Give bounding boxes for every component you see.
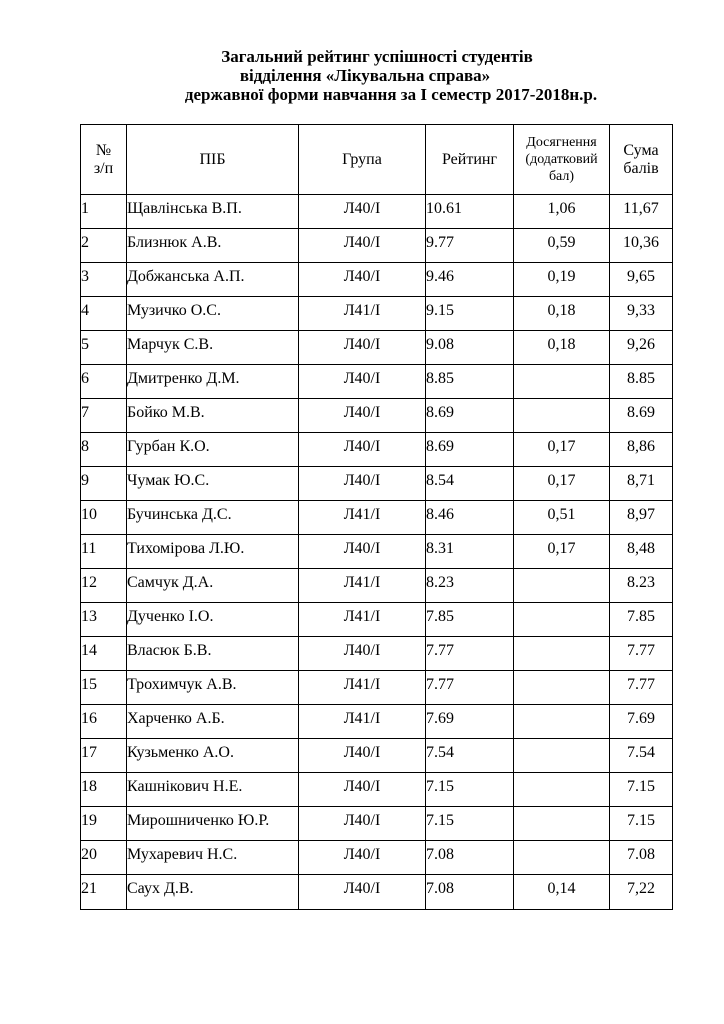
cell-group: Л41/І [299, 297, 426, 331]
cell-name: Дмитренко Д.М. [127, 365, 299, 399]
table-row [81, 875, 673, 910]
cell-name: Самчук Д.А. [127, 569, 299, 603]
cell-group: Л40/І [299, 807, 426, 841]
table-row [81, 399, 673, 433]
cell-sum: 7.69 [610, 705, 673, 739]
cell-name: Щавлінська В.П. [127, 195, 299, 229]
cell-rating: 8.54 [426, 467, 514, 501]
header-sum [610, 125, 673, 195]
table-row [81, 195, 673, 229]
cell-name: Тихомірова Л.Ю. [127, 535, 299, 569]
cell-sum: 8,71 [610, 467, 673, 501]
cell-number: 8 [81, 433, 127, 467]
cell-number: 10 [81, 501, 127, 535]
table-header-row [81, 125, 673, 195]
header-number [81, 125, 127, 195]
cell-name: Музичко О.С. [127, 297, 299, 331]
cell-number: 9 [81, 467, 127, 501]
cell-achievement [514, 739, 610, 773]
cell-number: 15 [81, 671, 127, 705]
cell-sum: 7.85 [610, 603, 673, 637]
cell-sum: 8,86 [610, 433, 673, 467]
table-row [81, 331, 673, 365]
cell-name: Кузьменко А.О. [127, 739, 299, 773]
cell-number: 14 [81, 637, 127, 671]
header-number-line-2: з/п [93, 159, 114, 177]
page-title [0, 47, 724, 104]
cell-name: Близнюк А.В. [127, 229, 299, 263]
cell-name: Марчук С.В. [127, 331, 299, 365]
cell-rating: 8.69 [426, 399, 514, 433]
cell-name: Бойко М.В. [127, 399, 299, 433]
table-row [81, 229, 673, 263]
cell-rating: 8.46 [426, 501, 514, 535]
cell-achievement: 0,51 [514, 501, 610, 535]
cell-number: 20 [81, 841, 127, 875]
cell-sum: 9,33 [610, 297, 673, 331]
cell-group: Л40/І [299, 263, 426, 297]
cell-name: Кашнікович Н.Е. [127, 773, 299, 807]
cell-number: 3 [81, 263, 127, 297]
cell-number: 12 [81, 569, 127, 603]
cell-achievement [514, 569, 610, 603]
table-row [81, 671, 673, 705]
cell-group: Л40/І [299, 739, 426, 773]
cell-group: Л41/І [299, 671, 426, 705]
cell-name: Бучинська Д.С. [127, 501, 299, 535]
cell-rating: 8.23 [426, 569, 514, 603]
cell-rating: 7.54 [426, 739, 514, 773]
cell-number: 19 [81, 807, 127, 841]
cell-sum: 7.15 [610, 773, 673, 807]
cell-group: Л40/І [299, 195, 426, 229]
header-achievement-line-3: бал) [548, 169, 575, 184]
table-row [81, 535, 673, 569]
header-group: Група [299, 125, 426, 195]
cell-sum: 7,22 [610, 875, 673, 910]
table-row [81, 467, 673, 501]
cell-achievement: 0,18 [514, 297, 610, 331]
cell-name: Трохимчук А.В. [127, 671, 299, 705]
cell-number: 17 [81, 739, 127, 773]
cell-group: Л40/І [299, 467, 426, 501]
table-row [81, 297, 673, 331]
table-row [81, 705, 673, 739]
cell-achievement [514, 807, 610, 841]
cell-sum: 10,36 [610, 229, 673, 263]
cell-group: Л40/І [299, 229, 426, 263]
cell-sum: 7.77 [610, 671, 673, 705]
table-row [81, 603, 673, 637]
cell-name: Гурбан К.О. [127, 433, 299, 467]
cell-group: Л40/І [299, 399, 426, 433]
cell-number: 1 [81, 195, 127, 229]
cell-achievement: 1,06 [514, 195, 610, 229]
cell-sum: 8.23 [610, 569, 673, 603]
cell-achievement: 0,59 [514, 229, 610, 263]
cell-achievement: 0,17 [514, 433, 610, 467]
cell-group: Л41/І [299, 501, 426, 535]
cell-rating: 8.85 [426, 365, 514, 399]
cell-number: 11 [81, 535, 127, 569]
cell-name: Мирошниченко Ю.Р. [127, 807, 299, 841]
cell-group: Л40/І [299, 773, 426, 807]
cell-name: Чумак Ю.С. [127, 467, 299, 501]
cell-sum: 7.54 [610, 739, 673, 773]
cell-rating: 9.46 [426, 263, 514, 297]
cell-sum: 8,97 [610, 501, 673, 535]
cell-group: Л40/І [299, 637, 426, 671]
title-line-1: Загальний рейтинг успішності студентів [221, 47, 533, 66]
cell-achievement: 0,19 [514, 263, 610, 297]
cell-rating: 7.77 [426, 671, 514, 705]
table-row [81, 773, 673, 807]
cell-name: Харченко А.Б. [127, 705, 299, 739]
cell-rating: 7.85 [426, 603, 514, 637]
cell-number: 4 [81, 297, 127, 331]
cell-sum: 7.77 [610, 637, 673, 671]
table-row [81, 739, 673, 773]
header-sum-line-2: балів [623, 159, 659, 177]
cell-achievement [514, 637, 610, 671]
cell-name: Власюк Б.В. [127, 637, 299, 671]
header-achievement-line-2: (додатковий [525, 152, 598, 167]
cell-sum: 9,26 [610, 331, 673, 365]
cell-rating: 7.15 [426, 773, 514, 807]
cell-rating: 9.08 [426, 331, 514, 365]
cell-number: 2 [81, 229, 127, 263]
cell-number: 5 [81, 331, 127, 365]
cell-achievement: 0,18 [514, 331, 610, 365]
cell-sum: 11,67 [610, 195, 673, 229]
cell-achievement [514, 705, 610, 739]
cell-sum: 8.85 [610, 365, 673, 399]
cell-group: Л40/І [299, 841, 426, 875]
cell-rating: 7.15 [426, 807, 514, 841]
cell-group: Л41/І [299, 603, 426, 637]
cell-rating: 7.08 [426, 841, 514, 875]
cell-group: Л40/І [299, 365, 426, 399]
cell-rating: 7.69 [426, 705, 514, 739]
table-row [81, 637, 673, 671]
cell-rating: 9.77 [426, 229, 514, 263]
cell-rating: 7.08 [426, 875, 514, 910]
cell-name: Саух Д.В. [127, 875, 299, 910]
cell-achievement [514, 399, 610, 433]
header-number-line-1: № [95, 141, 112, 159]
header-achievement [514, 125, 610, 195]
cell-rating: 8.69 [426, 433, 514, 467]
cell-number: 18 [81, 773, 127, 807]
cell-group: Л41/І [299, 569, 426, 603]
cell-rating: 7.77 [426, 637, 514, 671]
table-row [81, 569, 673, 603]
cell-sum: 7.08 [610, 841, 673, 875]
cell-group: Л40/І [299, 433, 426, 467]
header-rating: Рейтинг [426, 125, 514, 195]
cell-name: Дученко І.О. [127, 603, 299, 637]
cell-number: 7 [81, 399, 127, 433]
cell-name: Добжанська А.П. [127, 263, 299, 297]
table-row [81, 263, 673, 297]
cell-number: 6 [81, 365, 127, 399]
cell-achievement [514, 365, 610, 399]
cell-number: 13 [81, 603, 127, 637]
cell-achievement: 0,14 [514, 875, 610, 910]
cell-group: Л40/І [299, 535, 426, 569]
cell-name: Мухаревич Н.С. [127, 841, 299, 875]
cell-achievement: 0,17 [514, 535, 610, 569]
header-achievement-line-1: Досягнення [526, 135, 597, 150]
cell-achievement: 0,17 [514, 467, 610, 501]
cell-achievement [514, 841, 610, 875]
cell-group: Л40/І [299, 331, 426, 365]
table-row [81, 433, 673, 467]
table-row [81, 841, 673, 875]
cell-sum: 9,65 [610, 263, 673, 297]
table-row [81, 501, 673, 535]
cell-number: 21 [81, 875, 127, 910]
cell-sum: 8.69 [610, 399, 673, 433]
title-line-3: державної форми навчання за I семестр 2017-2018н.р. [184, 85, 598, 104]
table-row [81, 807, 673, 841]
cell-achievement [514, 773, 610, 807]
header-sum-line-1: Сума [623, 141, 659, 159]
table-row [81, 365, 673, 399]
cell-number: 16 [81, 705, 127, 739]
cell-group: Л41/І [299, 705, 426, 739]
cell-rating: 10.61 [426, 195, 514, 229]
title-line-2: відділення «Лікувальна справа» [239, 66, 491, 85]
cell-sum: 8,48 [610, 535, 673, 569]
cell-achievement [514, 671, 610, 705]
cell-rating: 8.31 [426, 535, 514, 569]
cell-rating: 9.15 [426, 297, 514, 331]
cell-achievement [514, 603, 610, 637]
cell-group: Л40/І [299, 875, 426, 910]
header-name: ПІБ [127, 125, 299, 195]
cell-sum: 7.15 [610, 807, 673, 841]
rating-table [80, 124, 673, 910]
